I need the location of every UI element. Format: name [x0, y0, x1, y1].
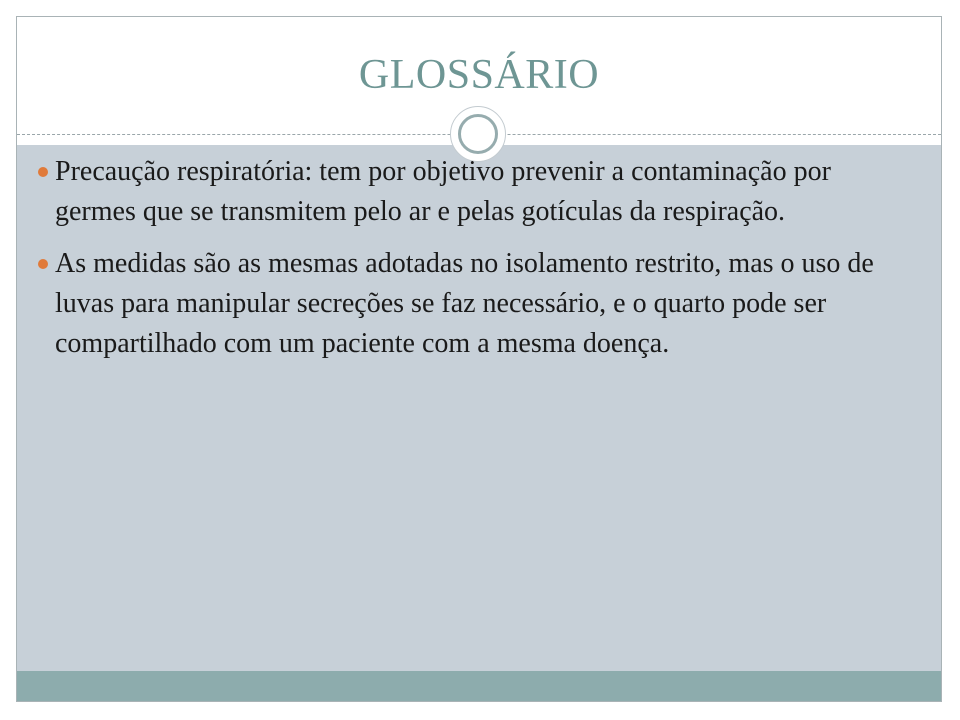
bullet-text: Precaução respiratória: tem por objetivo prevenir a contaminação por germes que se transmitem pelo ar e pelas gotículas da respiração. [55, 156, 831, 227]
footer-bar [17, 671, 941, 702]
bullet-dot-icon [38, 259, 48, 269]
bullet-text: As medidas são as mesmas adotadas no isolamento restrito, mas o uso de luvas para manipular secreções se faz necessário, e o quarto pode ser compartilhado com um paciente com a mesma doença. [55, 248, 874, 359]
bullet-list [38, 152, 898, 376]
bullet-item [38, 244, 898, 364]
bullet-item [38, 152, 898, 232]
bullet-dot-icon [38, 167, 48, 177]
circle-ring [458, 114, 498, 154]
slide-title: GLOSSÁRIO [358, 52, 600, 98]
